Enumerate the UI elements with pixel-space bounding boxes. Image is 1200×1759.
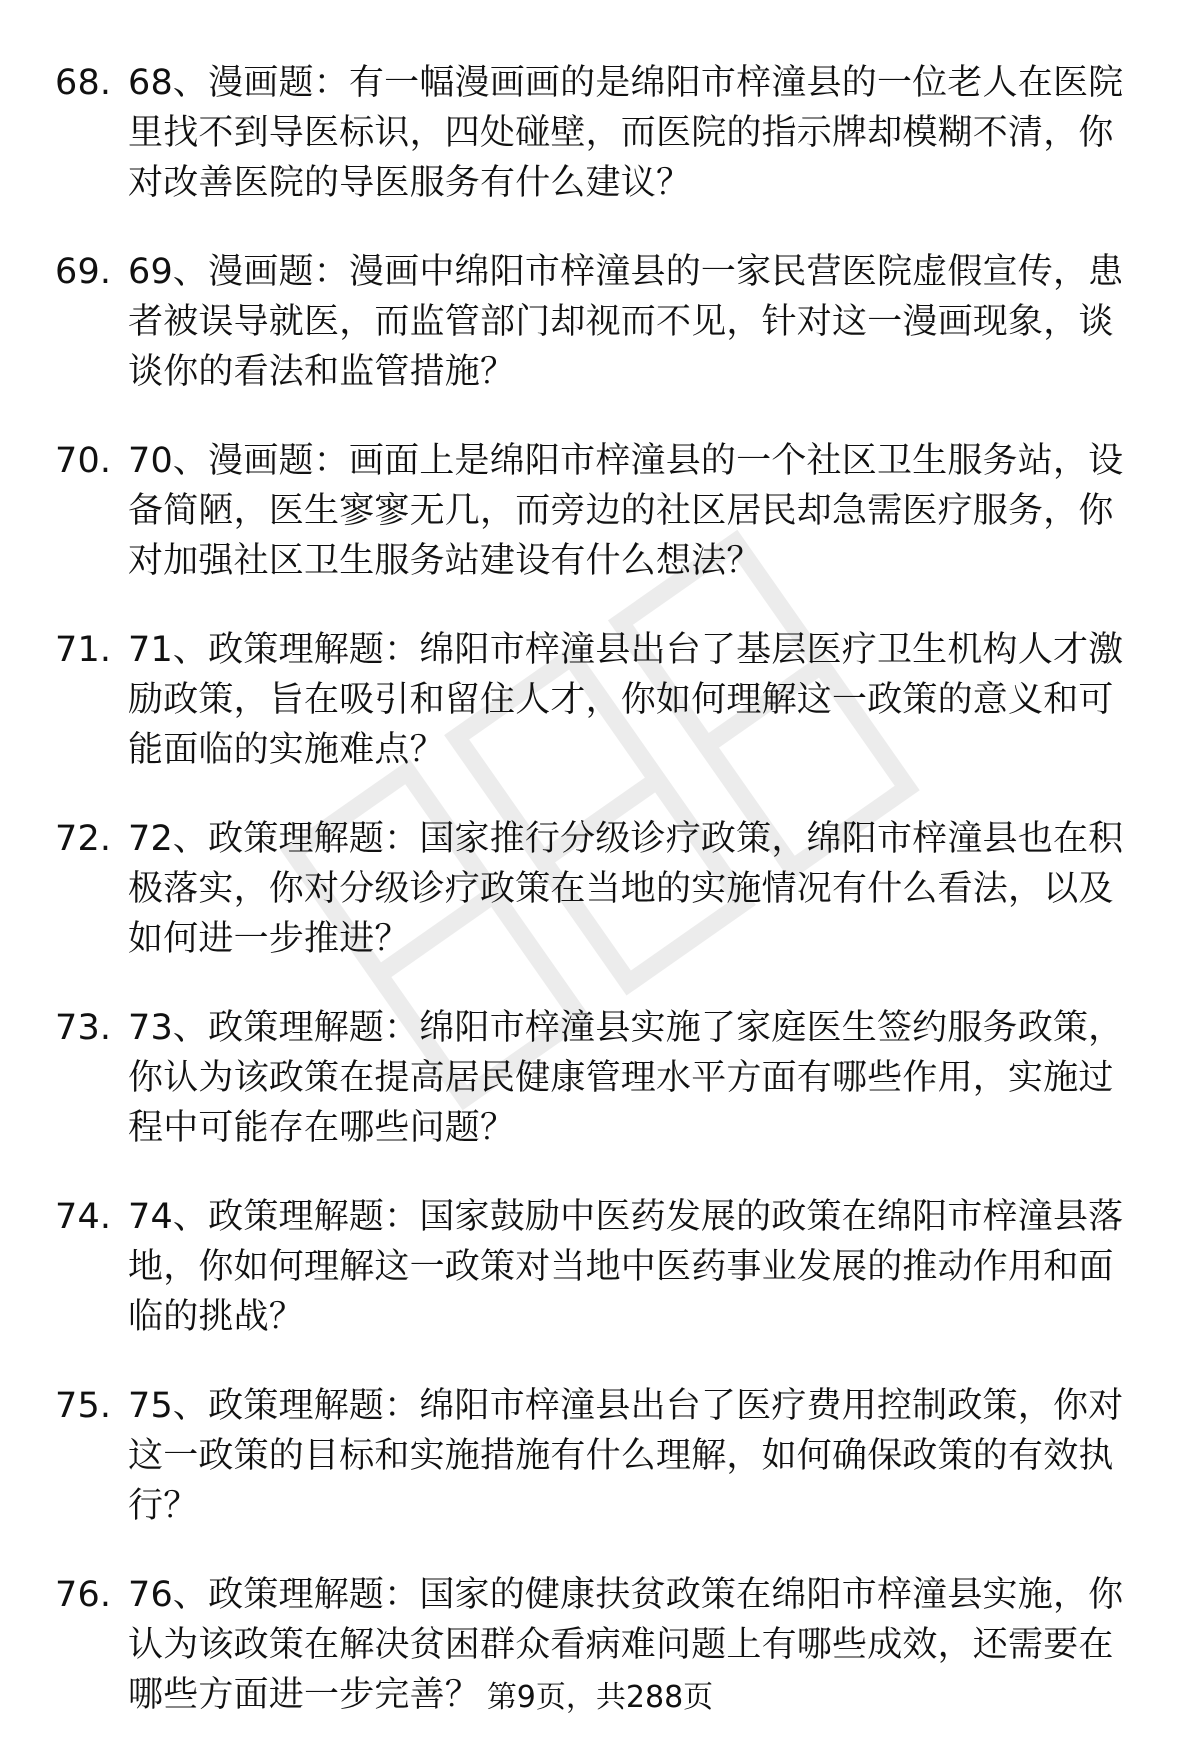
question-number: 76. [55,1575,112,1615]
question-text: 73、政策理解题：绵阳市梓潼县实施了家庭医生签约服务政策，你认为该政策在提高居民健康管理水平方面有哪些作用，实施过程中可能存在哪些问题？ [128,1008,1124,1148]
question-text: 71、政策理解题：绵阳市梓潼县出台了基层医疗卫生机构人才激励政策，旨在吸引和留住人才，你如何理解这一政策的意义和可能面临的实施难点？ [128,630,1124,770]
question-number: 68. [55,63,112,103]
question-item [0,1192,1200,1342]
page-number-label: 第9页，共288页 [486,1680,714,1715]
question-text: 75、政策理解题：绵阳市梓潼县出台了医疗费用控制政策，你对这一政策的目标和实施措施有什么理解，如何确保政策的有效执行？ [128,1386,1124,1526]
question-item [0,625,1200,775]
question-number: 71. [55,630,112,670]
question-text: 76、政策理解题：国家的健康扶贫政策在绵阳市梓潼县实施，你认为该政策在解决贫困群众看病难问题上有哪些成效，还需要在哪些方面进一步完善？ [128,1575,1124,1715]
question-item [0,1003,1200,1153]
question-number: 74. [55,1197,112,1237]
page-footer [0,1678,1200,1718]
question-text: 69、漫画题：漫画中绵阳市梓潼县的一家民营医院虚假宣传，患者被误导就医，而监管部门却视而不见，针对这一漫画现象，谈谈你的看法和监管措施？ [128,252,1124,392]
question-list [0,58,1200,1759]
question-text: 68、漫画题：有一幅漫画画的是绵阳市梓潼县的一位老人在医院里找不到导医标识，四处碰壁，而医院的指示牌却模糊不清，你对改善医院的导医服务有什么建议？ [128,63,1124,203]
question-number: 72. [55,819,112,859]
question-text: 74、政策理解题：国家鼓励中医药发展的政策在绵阳市梓潼县落地，你如何理解这一政策对当地中医药事业发展的推动作用和面临的挑战？ [128,1197,1124,1337]
question-number: 75. [55,1386,112,1426]
question-item [0,436,1200,586]
question-item [0,814,1200,964]
question-number: 73. [55,1008,112,1048]
question-item [0,58,1200,208]
question-number: 69. [55,252,112,292]
question-item [0,1381,1200,1531]
question-text: 70、漫画题：画面上是绵阳市梓潼县的一个社区卫生服务站，设备简陋，医生寥寥无几，而旁边的社区居民却急需医疗服务，你对加强社区卫生服务站建设有什么想法？ [128,441,1124,581]
question-item [0,247,1200,397]
question-text: 72、政策理解题：国家推行分级诊疗政策，绵阳市梓潼县也在积极落实，你对分级诊疗政策在当地的实施情况有什么看法，以及如何进一步推进？ [128,819,1124,959]
question-number: 70. [55,441,112,481]
